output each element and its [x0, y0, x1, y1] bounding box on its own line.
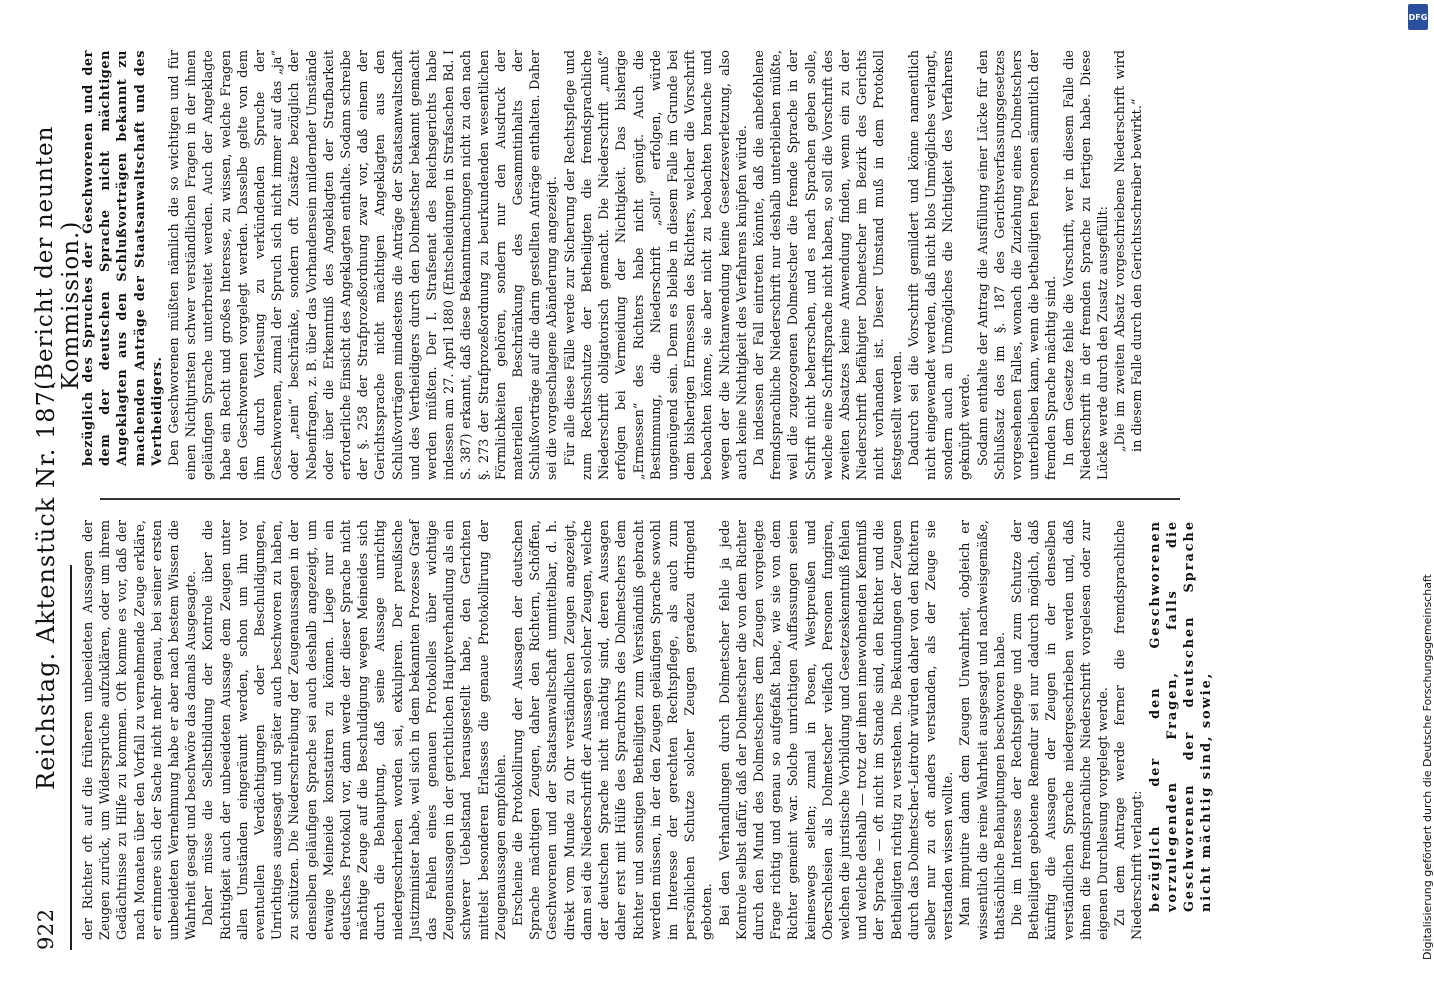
paragraph: Zu dem Antrage werde ferner die fremdsprachliche Niederschrift verlangt: — [1113, 520, 1146, 940]
column-divider — [100, 498, 1180, 500]
paragraph: „Die im zweiten Absatz vorgeschriebene Niederschrift wird in diesem Falle durch den Gerichtsschreiber bewirkt.“ — [1113, 50, 1146, 452]
header-right-title: (Bericht der neunten Kommission.) — [32, 125, 84, 390]
paragraph: der Richter oft auf die früheren unbeeideten Aussagen der Zeugen zurück, um Widersprüche aufzuklären, oder um ihrem Gedächtnisse zu Hilfe zu kommen. Oft komme es vor, daß der nach Monaten über den Vorfall zu vernehmende Zeuge erkläre, er erinnere sich der Sache nicht mehr genau, bei seiner ersten unbeeideten Vernehmung habe er aber nach bestem Wissen die Wahrheit gesagt und beschwöre das damals Ausgesagte. — [81, 520, 200, 940]
paragraph: In dem Gesetze fehle die Vorschrift, wer in diesem Falle die Niederschrift in der fremden Sprache zu fertigen habe. Diese Lücke werde durch den Zusatz ausgefüllt: — [1061, 50, 1111, 480]
page-number: 922 — [34, 908, 58, 950]
paragraph: Sodann enthalte der Antrag die Ausfüllung einer Lücke für den Schlußsatz des im §. 187 des Gerichtsverfassungsgesetzes vorgesehenen Falles, wonach die Zuziehung eines Dolmetschers unterbleiben kann, wenn die betheiligten Personen sämmtlich der fremden Sprache mächtig sind. — [975, 50, 1060, 480]
side-note-text: Digitalisierung gefördert durch die Deutsche Forschungsgemeinschaft — [1421, 574, 1434, 960]
paragraph: Da indessen der Fall eintreten könnte, daß die anbefohlene fremdsprachliche Niederschrift nur deshalb unterbleiben müßte, weil die zugezogenen Dolmetscher die fremde Sprache in der Schrift nicht beherrschen, und es nach Sprachen geben solle, welche eine Schriftsprache nicht haben, so soll die Vorschrift des zweiten Absatzes keine Anwendung finden, wenn ein zu der Niederschrift befähigter Dolmetscher im Bezirk des Gerichts nicht vorhanden ist. Dieser Umstand muß in dem Protokoll festgestellt werden. — [751, 50, 905, 480]
paragraph: Erscheine die Protokollirung der Aussagen der deutschen Sprache mächtigen Zeugen, daher den Richtern, Schöffen, Geschworenen und der Staatsanwaltschaft unmittelbar, d. h. direkt vom Munde zu Ohr verständlichen Zeugen angezeigt, dann sei die Niederschrift der Aussagen solcher Zeugen, welche der deutschen Sprache nicht mächtig sind, deren Aussagen daher erst mit Hülfe des Sprachrohrs des Dolmetschers dem Richter und sonstigen Betheiligten zum Verständniß gebracht werden müssen, in der den Zeugen geläufigen Sprache sowohl im Interesse der gerechten Rechtspflege, als auch zum persönlichen Schutze solcher Zeugen geradezu dringend geboten. — [511, 520, 716, 940]
side-note — [1405, 30, 1434, 970]
page-header — [28, 50, 84, 950]
paragraph: Dadurch sei die Vorschrift gemildert und könne namentlich nicht eingewendet werden, daß nicht blos Unmögliches verlangt, sondern auch an Unmögliches die Nichtigkeit des Verfahrens geknüpft werde. — [906, 50, 974, 480]
paragraph: Für alle diese Fälle werde zur Sicherung der Rechtspflege und zum Rechtsschutze der Betheiligten die fremdsprachliche Niederschrift obligatorisch gemacht. Die Niederschrift „muß“ erfolgen bei Vermeidung der Nichtigkeit. Das bisherige „Ermessen“ des Richters habe nicht genügt. Auch die Bestimmung, die Niederschrift „soll“ erfolgen, würde ungenügend sein. Denn es bleibe in diesem Falle im Grunde bei dem bisherigen Ermessen des Richters, welcher die Vorschrift beobachten könne, sie aber nicht zu beobachten brauche und wegen der die Nichtanwendung keine Gesetzesverletzung, also auch keine Nichtigkeit des Verfahrens knüpfen würde. — [562, 50, 750, 480]
header-rule — [70, 565, 72, 950]
paragraph-emphasis: bezüglich der den Geschworenen vorzulegenden Fragen, falls die Geschworenen der deutschen Sprache nicht mächtig sind, sowie, — [1147, 520, 1215, 912]
header-title: Reichstag. Aktenstück Nr. 187. — [32, 381, 60, 790]
paragraph: Die im Interesse der Rechtspflege und zum Schutze der Betheiligten gebotene Remedur sei nur dadurch möglich, daß künftig die Aussagen der Zeugen in der denselben verständlichen Sprache niedergeschrieben werden und, daß ihnen die fremdsprachliche Niederschrift vorgelesen oder zur eigenen Durchlesung vorgelegt werde. — [1009, 520, 1111, 940]
paragraph: Bei den Verhandlungen durch Dolmetscher fehle ja jede Kontrole selbst dafür, daß der Dolmetscher die von dem Richter durch den Mund des Dolmetschers dem Zeugen vorgelegte Frage richtig und genau so aufgefaßt habe, wie sie von dem Richter gemeint war. Solche unrichtigen Auffassungen seien keineswegs selten; zumal in Posen, Westpreußen und Oberschlesien als Dolmetscher vielfach Personen fungiren, welchen die juristische Vorbildung und Gesetzeskenntniß fehlen und welche deshalb — trotz der ihnen innewohnenden Kenntniß der Sprache — oft nicht im Stande sind, den Richter und die Betheiligten richtig zu verstehen. Die Bekundungen der Zeugen durch das Dolmetscher-Leitrohr würden daher von den Richtern selber nur zu oft anders verstanden, als der Zeuge sie verstanden wissen wollte. — [717, 520, 957, 940]
right-column — [80, 50, 1147, 480]
paragraph: Daher müsse die Selbstbildung der Kontrole über die Richtigkeit auch der unbeeideten Aussage dem Zeugen unter allen Umständen eingeräumt werden, schon um ihn vor eventuellen Verdächtigungen oder Beschuldigungen, Unrichtiges ausgesagt und später auch beschworen zu haben, zu schützen. Die Niederschreibung der Zeugenaussagen in der denselben geläufigen Sprache sei auch deshalb angezeigt, um etwaige Meineide konstatiren zu können. Liege nur ein deutsches Protokoll vor, dann werde der dieser Sprache nicht mächtige Zeuge auf die Beschuldigung wegen Meineides sich durch die Behauptung, daß seine Aussage unrichtig niedergeschrieben worden sei, exkulpiren. Der preußische Justizminister habe, weil sich in dem bekannten Prozesse Graef das Fehlen eines genauen Protokolles über wichtige Zeugenaussagen in der gerichtlichen Hauptverhandlung als ein schwerer Uebelstand herausgestellt habe, den Gerichten mittelst besonderen Erlasses die genaue Protokollirung der Zeugenaussagen empfohlen. — [201, 520, 509, 940]
paragraph-emphasis: bezüglich des Spruches der Geschworenen und der dem der deutschen Sprache nicht mächtigen Angeklagten aus den Schlußvorträgen bekannt zu machenden Anträge der Staatsanwaltschaft und des Vertheidigers. — [81, 50, 165, 466]
dfg-logo-icon — [1408, 4, 1428, 30]
paragraph: Man imputire dann dem Zeugen Unwahrheit, obgleich er wissentlich die reine Wahrheit ausgesagt und nachweisgemäße, thatsächliche Behauptungen beschworen habe. — [958, 520, 1008, 940]
left-column — [80, 520, 1215, 940]
logo-text: DFG — [1408, 12, 1428, 22]
paragraph: Den Geschworenen müßten nämlich die so wichtigen und für einen Nichtjuristen schwer verständlichen Fragen in der ihnen geläufigen Sprache unterbreitet werden. Auch der Angeklagte habe ein Recht und großes Interesse, zu wissen, welche Fragen den Geschworenen vorgelegt werden. Dasselbe gelte von dem ihm durch Vorlesung zu verkündenden Spruche der Geschworenen, zumal der Spruch sich nicht immer auf das „ja“ oder „nein“ beschränke, sondern oft Zusätze bezüglich der Nebenfragen, z. B. über das Vorhandensein mildernder Umstände oder über die Erkenntniß des Angeklagten der Strafbarkeit erforderliche Einsicht des Angeklagten enthalte. Sodann schreibe der §. 258 der Strafprozeßordnung zwar vor, daß einem der Gerichtssprache nicht mächtigen Angeklagten aus den Schlußvorträgen mindestens die Anträge der Staatsanwaltschaft und des Vertheidigers durch den Dolmetscher bekannt gemacht werden müßten. Der I. Strafsenat des Reichsgerichts habe indessen am 27. April 1880 (Entscheidungen in Strafsachen Bd. I S. 387) erkannt, daß diese Bekanntmachungen nicht zu den nach §. 273 der Strafprozeßordnung zu beurkundenden wesentlichen Förmlichkeiten gehören, sondern nur den Ausdruck der materiellen Beschränkung des Gesammtinhalts der Schlußvorträge auf die darin gestellten Anträge enthalten. Daher sei die vorgeschlagene Abänderung angezeigt. — [167, 50, 561, 480]
